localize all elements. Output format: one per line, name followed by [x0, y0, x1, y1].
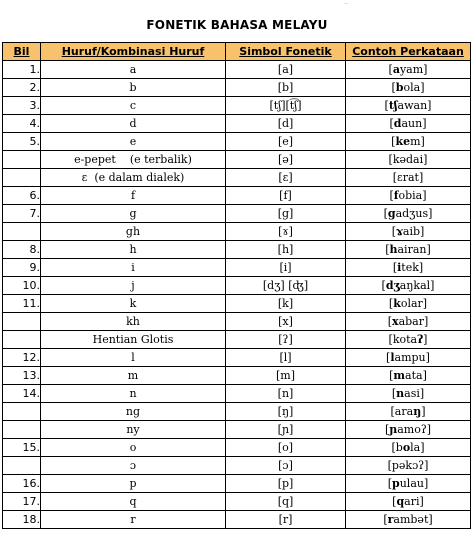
- cell-huruf: c: [41, 97, 226, 115]
- table-row: [3, 97, 471, 115]
- table-row: [3, 277, 471, 295]
- contoh-segment: ata]: [405, 369, 427, 382]
- contoh-segment: [: [391, 135, 396, 148]
- contoh-segment: [: [387, 315, 392, 328]
- cell-simbol: [k]: [226, 295, 346, 313]
- cell-simbol: [p]: [226, 475, 346, 493]
- contoh-segment: a: [392, 63, 400, 76]
- cell-bil: 14.: [3, 385, 41, 403]
- contoh-segment: ambət]: [393, 513, 433, 526]
- cell-bil: 2.: [3, 79, 41, 97]
- cell-bil: 5.: [3, 133, 41, 151]
- cell-simbol: [r]: [226, 511, 346, 529]
- contoh-segment: [: [391, 387, 397, 400]
- cell-huruf: n: [41, 385, 226, 403]
- contoh-segment: k: [393, 297, 401, 310]
- cell-huruf: ɛ (e dalam dialek): [41, 169, 226, 187]
- table-row: [3, 241, 471, 259]
- contoh-segment: aŋkal]: [399, 279, 435, 292]
- cell-huruf: Hentian Glotis: [41, 331, 226, 349]
- cell-contoh: [346, 331, 471, 349]
- contoh-segment: [pəkɔʔ]: [387, 459, 429, 472]
- cell-bil: 15.: [3, 439, 41, 457]
- cell-contoh: [346, 61, 471, 79]
- table-row: [3, 331, 471, 349]
- contoh-segment: ulau]: [399, 477, 429, 490]
- cell-bil: 1.: [3, 61, 41, 79]
- cell-contoh: [346, 241, 471, 259]
- cell-simbol: [m]: [226, 367, 346, 385]
- cell-contoh: [346, 385, 471, 403]
- contoh-segment: ŋ: [413, 405, 422, 418]
- table-row: [3, 259, 471, 277]
- cell-contoh: [346, 187, 471, 205]
- cell-simbol: [b]: [226, 79, 346, 97]
- table-body: [3, 61, 471, 529]
- contoh-segment: [ɛrat]: [392, 171, 424, 184]
- cell-simbol: [q]: [226, 493, 346, 511]
- cell-bil: 18.: [3, 511, 41, 529]
- table-row: [3, 205, 471, 223]
- cell-contoh: [346, 259, 471, 277]
- cell-bil: [3, 313, 41, 331]
- header-bil: Bil: [3, 43, 41, 61]
- cell-bil: [3, 457, 41, 475]
- cell-bil: 16.: [3, 475, 41, 493]
- contoh-segment: amoʔ]: [397, 423, 432, 436]
- cell-simbol: [g]: [226, 205, 346, 223]
- contoh-segment: ola]: [403, 81, 425, 94]
- table-row: [3, 223, 471, 241]
- contoh-segment: tʃ: [388, 99, 398, 112]
- cell-contoh: [346, 475, 471, 493]
- cell-bil: 8.: [3, 241, 41, 259]
- table-row: [3, 169, 471, 187]
- contoh-segment: b: [395, 81, 404, 94]
- contoh-segment: [: [381, 279, 386, 292]
- cell-huruf: p: [41, 475, 226, 493]
- contoh-segment: m]: [410, 135, 425, 148]
- table-row: [3, 475, 471, 493]
- contoh-segment: tek]: [401, 261, 424, 274]
- contoh-segment: ɲ: [389, 423, 398, 436]
- contoh-segment: e: [403, 135, 411, 148]
- cell-bil: [3, 421, 41, 439]
- contoh-segment: f: [393, 189, 399, 202]
- cell-simbol: [o]: [226, 439, 346, 457]
- cell-huruf: j: [41, 277, 226, 295]
- cell-contoh: [346, 457, 471, 475]
- table-row: [3, 439, 471, 457]
- cell-contoh: [346, 367, 471, 385]
- contoh-segment: q: [396, 495, 405, 508]
- cell-contoh: [346, 313, 471, 331]
- cell-simbol: [h]: [226, 241, 346, 259]
- table-row: [3, 367, 471, 385]
- table-row: [3, 349, 471, 367]
- table-row: [3, 403, 471, 421]
- cell-bil: 4.: [3, 115, 41, 133]
- cell-bil: [3, 151, 41, 169]
- cell-huruf: l: [41, 349, 226, 367]
- contoh-segment: awan]: [397, 99, 432, 112]
- contoh-segment: [: [392, 261, 398, 274]
- contoh-segment: [: [387, 477, 393, 490]
- cell-bil: 9.: [3, 259, 41, 277]
- cell-contoh: [346, 493, 471, 511]
- contoh-segment: [: [385, 243, 390, 256]
- cell-simbol: [n]: [226, 385, 346, 403]
- table-row: [3, 79, 471, 97]
- cell-simbol: [d]: [226, 115, 346, 133]
- cell-contoh: [346, 511, 471, 529]
- contoh-segment: ari]: [404, 495, 424, 508]
- contoh-segment: m: [393, 369, 406, 382]
- cell-bil: 11.: [3, 295, 41, 313]
- cell-simbol: [ŋ]: [226, 403, 346, 421]
- cell-bil: 10.: [3, 277, 41, 295]
- cell-simbol: [ɲ]: [226, 421, 346, 439]
- cell-bil: 7.: [3, 205, 41, 223]
- cell-contoh: [346, 115, 471, 133]
- contoh-segment: i: [397, 261, 402, 274]
- contoh-segment: aib]: [402, 225, 425, 238]
- contoh-segment: airan]: [397, 243, 431, 256]
- header-contoh: Contoh Perkataan: [346, 43, 471, 61]
- cell-contoh: [346, 151, 471, 169]
- contoh-segment: k: [395, 135, 404, 148]
- table-row: [3, 421, 471, 439]
- cell-bil: [3, 223, 41, 241]
- table-row: [3, 187, 471, 205]
- contoh-segment: [: [391, 225, 396, 238]
- cell-huruf: q: [41, 493, 226, 511]
- cell-huruf: ng: [41, 403, 226, 421]
- cell-contoh: [346, 403, 471, 421]
- contoh-segment: [kədai]: [388, 153, 428, 166]
- contoh-segment: r: [387, 513, 394, 526]
- table-row: [3, 457, 471, 475]
- contoh-segment: ampu]: [394, 351, 430, 364]
- cell-bil: [3, 169, 41, 187]
- contoh-segment: [kota: [388, 333, 418, 346]
- cell-huruf: k: [41, 295, 226, 313]
- cell-simbol: [ʔ]: [226, 331, 346, 349]
- table-row: [3, 295, 471, 313]
- contoh-segment: g: [387, 207, 396, 220]
- contoh-segment: [: [392, 495, 397, 508]
- contoh-segment: [: [386, 351, 391, 364]
- contoh-segment: [: [389, 117, 394, 130]
- contoh-segment: la]: [410, 441, 425, 454]
- table-row: [3, 61, 471, 79]
- contoh-segment: ]: [423, 333, 428, 346]
- contoh-segment: olar]: [400, 297, 428, 310]
- cell-huruf: d: [41, 115, 226, 133]
- table-header-row: [3, 43, 471, 61]
- table-row: [3, 493, 471, 511]
- contoh-segment: aun]: [401, 117, 427, 130]
- cell-simbol: [x]: [226, 313, 346, 331]
- cell-contoh: [346, 133, 471, 151]
- cell-simbol: [ɛ]: [226, 169, 346, 187]
- contoh-segment: [: [389, 189, 394, 202]
- contoh-segment: dʒ: [385, 279, 400, 292]
- contoh-segment: ]: [421, 405, 426, 418]
- cell-bil: 13.: [3, 367, 41, 385]
- phonetic-table: [2, 42, 471, 529]
- contoh-segment: ʔ: [417, 333, 424, 346]
- cell-bil: [3, 331, 41, 349]
- cell-huruf: a: [41, 61, 226, 79]
- cell-huruf: r: [41, 511, 226, 529]
- cell-huruf: b: [41, 79, 226, 97]
- cell-contoh: [346, 295, 471, 313]
- contoh-segment: yam]: [399, 63, 428, 76]
- cell-contoh: [346, 97, 471, 115]
- contoh-segment: l: [390, 351, 395, 364]
- cell-simbol: [f]: [226, 187, 346, 205]
- cell-simbol: [l]: [226, 349, 346, 367]
- cell-simbol: [i]: [226, 259, 346, 277]
- cell-contoh: [346, 223, 471, 241]
- cell-bil: 12.: [3, 349, 41, 367]
- table-row: [3, 511, 471, 529]
- corner-mark: ⁻: [344, 0, 349, 9]
- cell-huruf: ɔ: [41, 457, 226, 475]
- contoh-segment: d: [393, 117, 402, 130]
- cell-huruf: f: [41, 187, 226, 205]
- contoh-segment: [: [389, 369, 394, 382]
- cell-simbol: [ə]: [226, 151, 346, 169]
- contoh-segment: [: [391, 81, 396, 94]
- contoh-segment: [: [383, 207, 388, 220]
- cell-huruf: e: [41, 133, 226, 151]
- contoh-segment: h: [389, 243, 398, 256]
- cell-simbol: [dʒ] [ʤ]: [226, 277, 346, 295]
- cell-simbol: [ɔ]: [226, 457, 346, 475]
- cell-contoh: [346, 421, 471, 439]
- cell-contoh: [346, 349, 471, 367]
- cell-huruf: gh: [41, 223, 226, 241]
- cell-contoh: [346, 439, 471, 457]
- cell-bil: 17.: [3, 493, 41, 511]
- cell-huruf: h: [41, 241, 226, 259]
- contoh-segment: n: [396, 387, 405, 400]
- contoh-segment: [: [383, 513, 388, 526]
- contoh-segment: [: [384, 423, 390, 436]
- contoh-segment: x: [392, 315, 399, 328]
- cell-huruf: m: [41, 367, 226, 385]
- contoh-segment: [: [388, 297, 394, 310]
- cell-contoh: [346, 277, 471, 295]
- cell-simbol: [e]: [226, 133, 346, 151]
- contoh-segment: [: [388, 63, 393, 76]
- contoh-segment: obia]: [398, 189, 427, 202]
- header-huruf: Huruf/Kombinasi Huruf: [41, 43, 226, 61]
- table-row: [3, 313, 471, 331]
- cell-huruf: e-pepet (e terbalik): [41, 151, 226, 169]
- cell-huruf: o: [41, 439, 226, 457]
- contoh-segment: [b: [391, 441, 403, 454]
- cell-bil: 6.: [3, 187, 41, 205]
- cell-contoh: [346, 205, 471, 223]
- table-row: [3, 151, 471, 169]
- contoh-segment: asi]: [404, 387, 425, 400]
- cell-huruf: g: [41, 205, 226, 223]
- cell-contoh: [346, 169, 471, 187]
- contoh-segment: o: [402, 441, 411, 454]
- header-simbol: Simbol Fonetik: [226, 43, 346, 61]
- cell-huruf: kh: [41, 313, 226, 331]
- cell-simbol: [a]: [226, 61, 346, 79]
- cell-huruf: i: [41, 259, 226, 277]
- cell-bil: 3.: [3, 97, 41, 115]
- table-row: [3, 115, 471, 133]
- contoh-segment: adʒus]: [395, 207, 433, 220]
- table-row: [3, 133, 471, 151]
- contoh-segment: abar]: [398, 315, 429, 328]
- page-title: FONETIK BAHASA MELAYU: [146, 18, 328, 32]
- contoh-segment: [ara: [390, 405, 414, 418]
- cell-contoh: [346, 79, 471, 97]
- cell-simbol: [tʃ][t͡ʃ]: [226, 97, 346, 115]
- table-row: [3, 385, 471, 403]
- contoh-segment: ɤ: [395, 225, 403, 238]
- cell-simbol: [ɤ]: [226, 223, 346, 241]
- contoh-segment: p: [392, 477, 400, 490]
- cell-huruf: ny: [41, 421, 226, 439]
- contoh-segment: [: [384, 99, 389, 112]
- cell-bil: [3, 403, 41, 421]
